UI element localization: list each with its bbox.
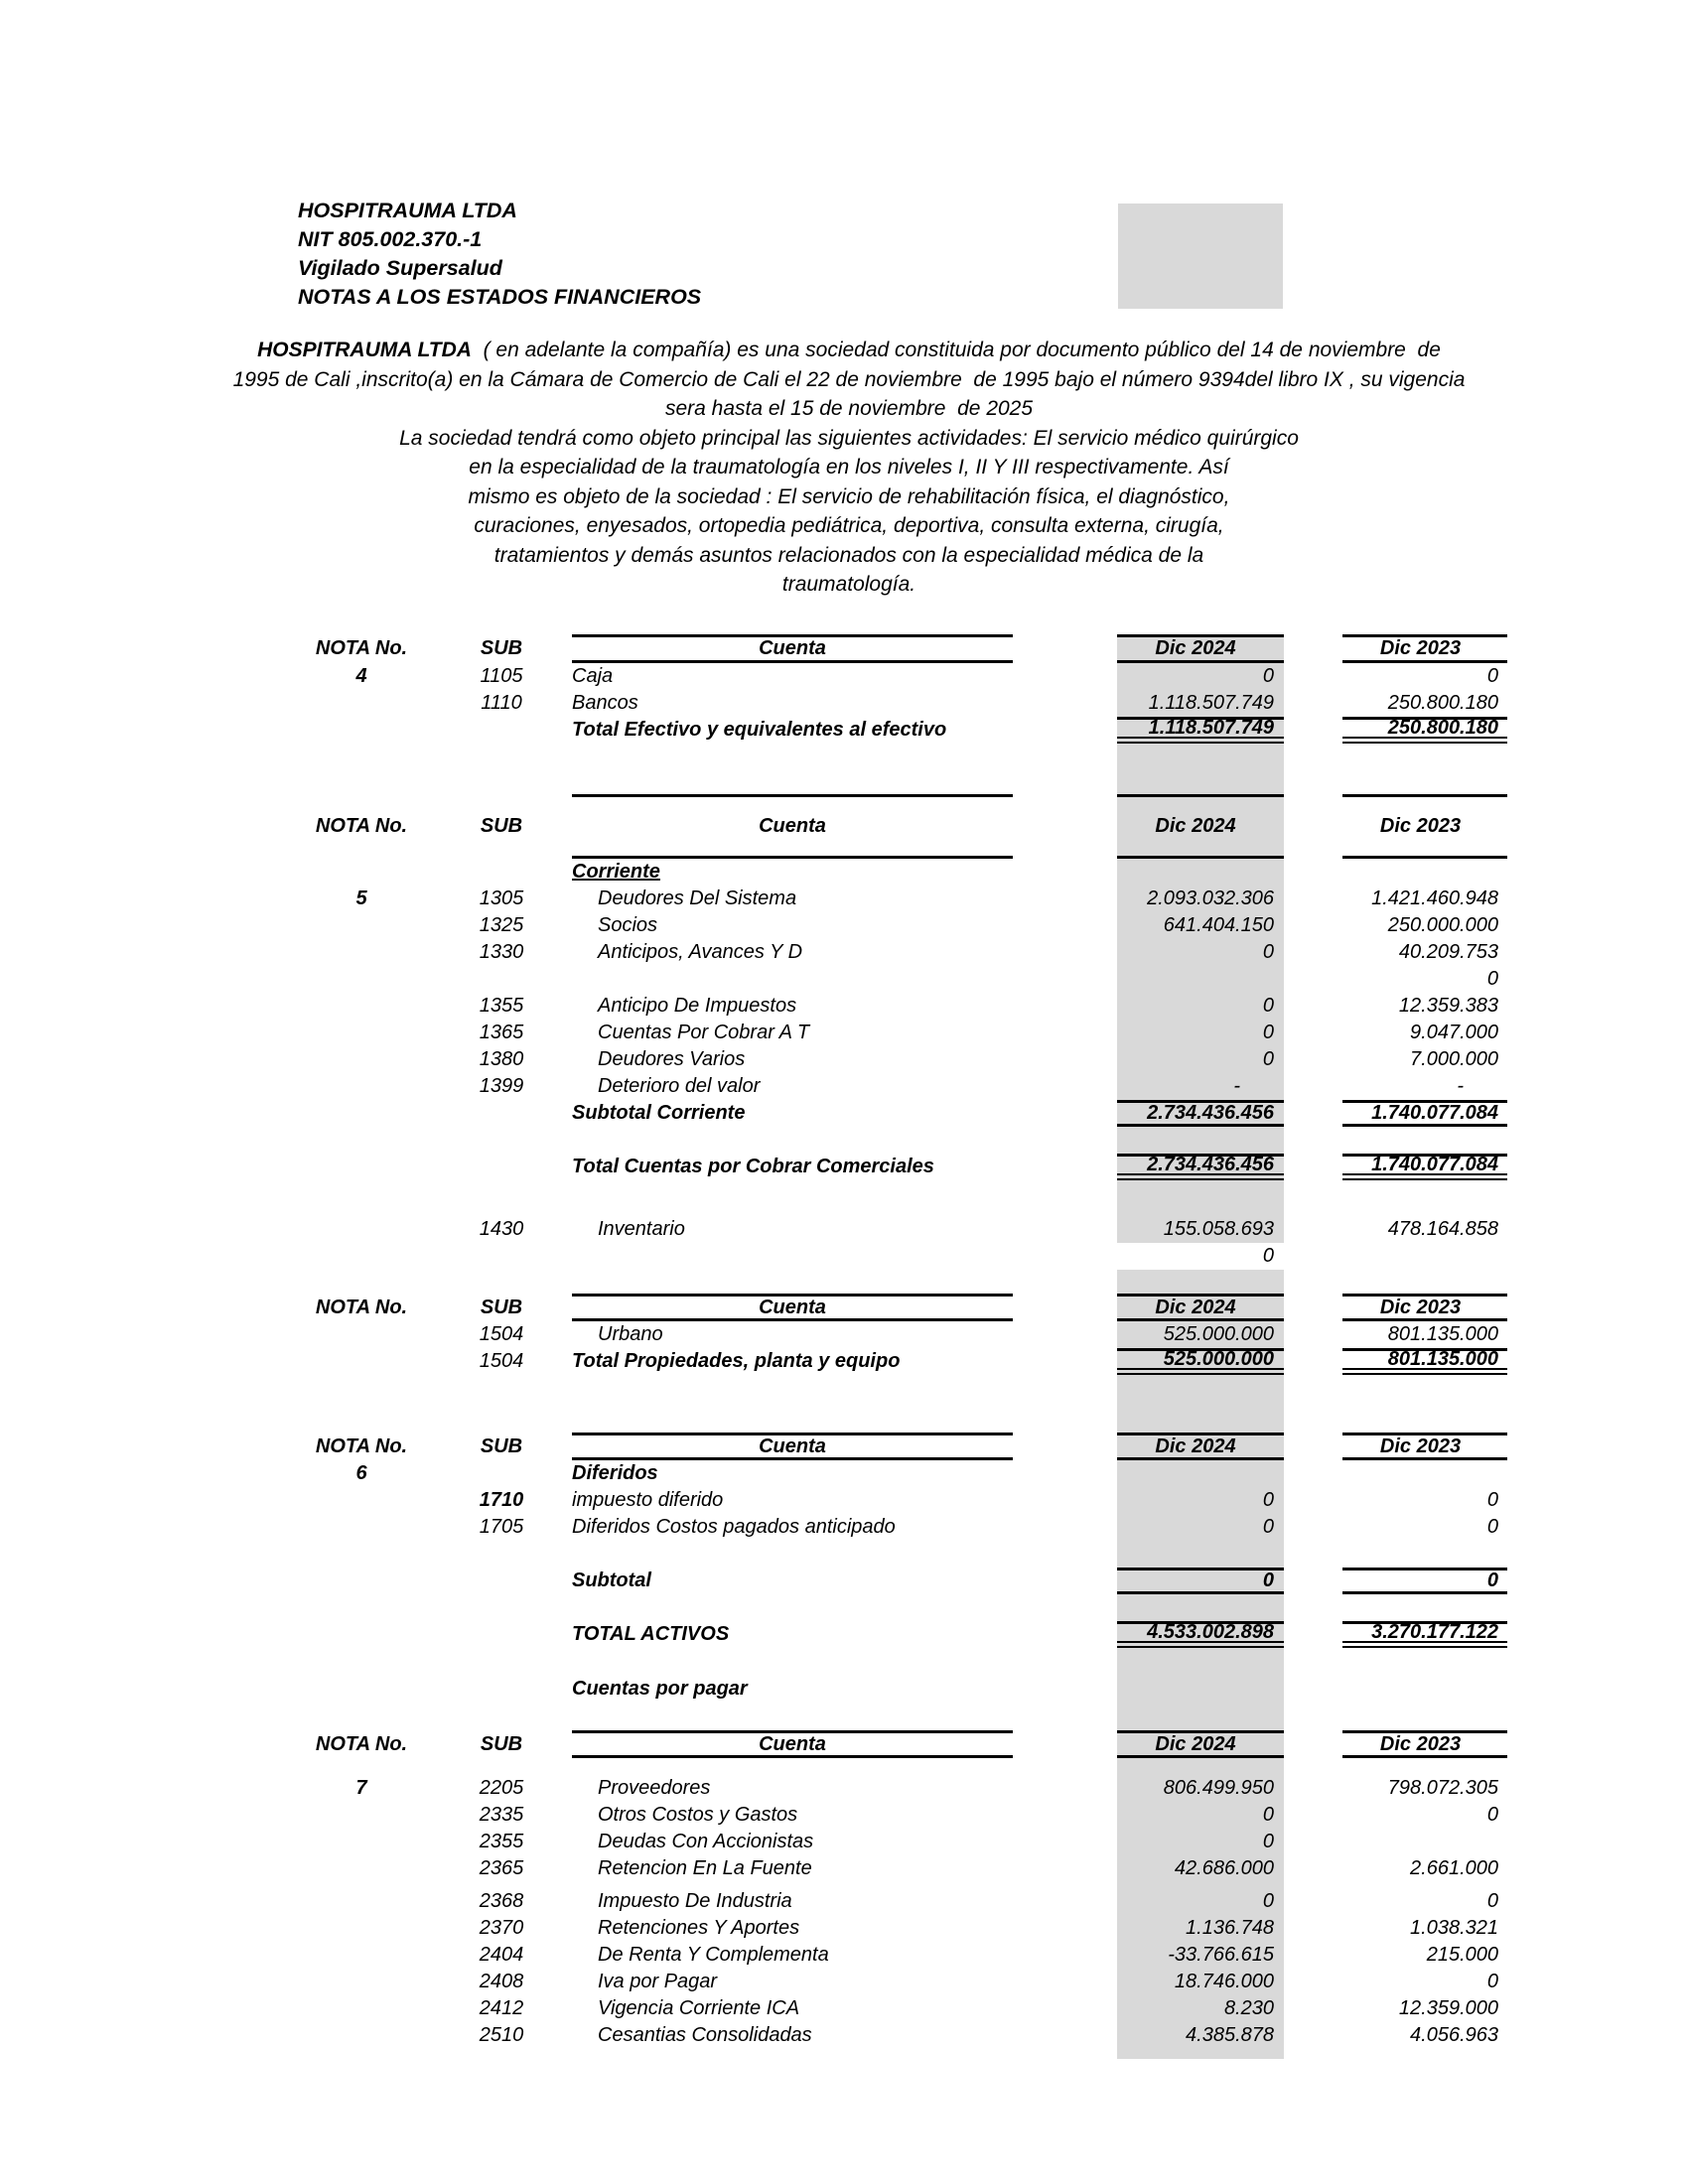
cell-cuenta: Diferidos Costos pagados anticipado	[572, 1516, 896, 1538]
cell-cuenta: De Renta Y Complementa	[598, 1944, 829, 1966]
table-row	[298, 1180, 1512, 1207]
cell-v24: 525.000.000	[1163, 1323, 1274, 1345]
cell-sub: 1504	[479, 1350, 524, 1372]
cell-cuenta: Cesantias Consolidadas	[598, 2024, 812, 2046]
cell-nota	[298, 1541, 425, 1568]
cell-v23	[1342, 1243, 1507, 1270]
cell-sub	[437, 1154, 566, 1180]
cell-v24: 4.385.878	[1186, 2024, 1274, 2046]
cell-nota: 5	[355, 887, 367, 909]
cell-nota	[298, 1594, 425, 1621]
cell-cuenta: Cuentas por pagar	[572, 1678, 748, 1700]
cell-sub: 1504	[479, 1323, 524, 1345]
table-row	[298, 939, 1512, 966]
company-nit: NIT 805.002.370.-1	[298, 227, 483, 251]
column-header-nota: NOTA No.	[315, 637, 408, 659]
table-section-propiedades	[298, 1294, 1512, 1375]
table-row	[298, 1487, 1512, 1514]
cell-v23: 4.056.963	[1410, 2024, 1498, 2046]
cell-cuenta	[572, 1541, 1013, 1568]
cell-v23: 12.359.383	[1398, 995, 1498, 1017]
cell-v24: 18.746.000	[1174, 1971, 1274, 1992]
intro-line-1	[99, 336, 1599, 365]
cell-sub	[437, 1243, 566, 1270]
cell-v23	[1342, 1594, 1507, 1621]
table-row	[298, 1243, 1512, 1270]
cell-v23: 0	[1486, 1890, 1498, 1912]
cell-v23: 250.000.000	[1387, 914, 1498, 936]
table-section-cxpLabel	[298, 1676, 1512, 1703]
cell-nota	[298, 1568, 425, 1594]
table-row	[298, 1321, 1512, 1348]
letterhead	[298, 197, 701, 312]
cell-v24	[1117, 1594, 1284, 1621]
cell-v23: 0	[1486, 968, 1498, 990]
table-row	[298, 859, 1512, 886]
cell-nota	[298, 1514, 425, 1541]
column-header-v24: Dic 2024	[1117, 1730, 1284, 1758]
intro-line-1-rest: ( en adelante la compañía) es una sociedad constituida por documento público del 14 de noviembre de	[471, 339, 1441, 361]
intro-bold-lead: HOSPITRAUMA LTDA	[257, 339, 472, 361]
column-header-cuenta: Cuenta	[572, 794, 1013, 859]
cell-nota	[298, 859, 425, 886]
cell-nota	[298, 1127, 425, 1154]
cell-v23: 0	[1486, 1971, 1498, 1992]
cell-v23: 2.661.000	[1410, 1857, 1498, 1879]
column-header-nota: NOTA No.	[315, 1732, 408, 1755]
cell-v23: 0	[1486, 665, 1498, 687]
cell-v24: 806.499.950	[1163, 1777, 1274, 1799]
table-row	[298, 1888, 1512, 1915]
column-header-v23: Dic 2023	[1342, 634, 1507, 663]
column-header-sub: SUB	[480, 1296, 523, 1318]
column-header-nota: NOTA No.	[315, 1434, 408, 1457]
table-row	[298, 1541, 1512, 1568]
cell-nota: 7	[355, 1777, 367, 1799]
column-header-v24: Dic 2024	[1117, 634, 1284, 663]
cell-nota	[298, 1487, 425, 1514]
cell-nota: 6	[355, 1462, 367, 1484]
table-section-efectivo	[298, 634, 1512, 744]
table-row	[298, 1802, 1512, 1829]
cell-sub: 1110	[481, 692, 522, 714]
cell-v24	[1117, 1541, 1284, 1568]
object-line-1: La sociedad tendrá como objeto principal las siguientes actividades: El servicio médico quirúrgico	[399, 426, 1299, 450]
cell-cuenta: impuesto diferido	[572, 1489, 724, 1511]
column-header-v23: Dic 2023	[1342, 1433, 1507, 1460]
cell-v23: 7.000.000	[1410, 1048, 1498, 1070]
cell-cuenta: Deudas Con Accionistas	[598, 1831, 814, 1852]
cell-cuenta	[572, 1243, 1013, 1270]
cell-v23: 250.800.180	[1387, 692, 1498, 714]
cell-cuenta	[572, 1127, 1013, 1154]
cell-v24	[1117, 1180, 1284, 1207]
table-row	[298, 912, 1512, 939]
cell-sub: 1330	[479, 941, 524, 963]
cell-cuenta	[572, 1180, 1013, 1207]
table-row	[298, 1775, 1512, 1802]
cell-nota	[298, 993, 425, 1020]
cell-nota	[298, 1073, 425, 1100]
cell-v23: -	[1457, 1075, 1464, 1097]
cell-sub	[437, 1100, 566, 1127]
cell-v23: 0	[1486, 1804, 1498, 1826]
cell-nota	[298, 1621, 425, 1648]
cell-sub	[437, 1594, 566, 1621]
cell-sub: 2412	[479, 1997, 524, 2019]
cell-cuenta: Subtotal	[572, 1570, 651, 1591]
cell-nota	[298, 912, 425, 939]
cell-v23: 801.135.000	[1342, 1348, 1507, 1375]
cell-sub: 1365	[479, 1022, 524, 1043]
cell-sub: 2335	[479, 1804, 524, 1826]
table-section-diferidos	[298, 1433, 1512, 1648]
document-title: NOTAS A LOS ESTADOS FINANCIEROS	[298, 285, 702, 309]
cell-cuenta: Corriente	[572, 861, 660, 883]
table-row	[298, 1216, 1512, 1243]
cell-nota	[298, 1180, 425, 1207]
object-line-4: curaciones, enyesados, ortopedia pediátrica, deportiva, consulta externa, cirugía,	[474, 514, 1224, 537]
cell-sub	[437, 859, 566, 886]
cell-v23: 0	[1486, 1516, 1498, 1538]
table-header-row	[298, 1294, 1512, 1321]
cell-sub: 1399	[479, 1075, 524, 1097]
table-row	[298, 1348, 1512, 1375]
cell-v24	[1117, 859, 1284, 886]
table-row	[298, 1127, 1512, 1154]
table-row	[298, 1942, 1512, 1969]
table-section-cxp	[298, 1730, 1512, 2049]
cell-nota	[298, 1942, 425, 1969]
cell-v23: 801.135.000	[1387, 1323, 1498, 1345]
cell-v23: 0	[1342, 1568, 1507, 1594]
cell-v24: 0	[1262, 1516, 1274, 1538]
cell-sub: 1430	[479, 1218, 524, 1240]
column-header-sub: SUB	[480, 1732, 523, 1755]
cell-v23: 0	[1486, 1489, 1498, 1511]
cell-nota	[298, 1829, 425, 1855]
table-row	[298, 1046, 1512, 1073]
cell-sub: 2404	[479, 1944, 524, 1966]
cell-v24: 1.118.507.749	[1148, 692, 1274, 714]
cell-sub	[437, 1568, 566, 1594]
table-row	[298, 717, 1512, 744]
cell-v24: 0	[1117, 1568, 1284, 1594]
cell-sub: 1305	[479, 887, 524, 909]
table-row	[298, 1568, 1512, 1594]
cell-cuenta: Socios	[598, 914, 658, 936]
cell-cuenta: Deterioro del valor	[598, 1075, 761, 1097]
object-line-5: tratamientos y demás asuntos relacionados con la especialidad médica de la	[493, 543, 1204, 567]
cell-sub: 2370	[479, 1917, 524, 1939]
cell-cuenta: Deudores Varios	[598, 1048, 746, 1070]
cell-nota	[298, 1348, 425, 1375]
table-header-row	[298, 1433, 1512, 1460]
cell-cuenta: Retenciones Y Aportes	[598, 1917, 800, 1939]
cell-sub: 2510	[479, 2024, 524, 2046]
cell-nota	[298, 2022, 425, 2049]
cell-nota	[298, 1321, 425, 1348]
object-line-3: mismo es objeto de la sociedad : El servicio de rehabilitación física, el diagnóstico,	[468, 484, 1230, 508]
cell-nota	[298, 1243, 425, 1270]
cell-cuenta: Retencion En La Fuente	[598, 1857, 812, 1879]
cell-sub: 2408	[479, 1971, 524, 1992]
cell-nota	[298, 1802, 425, 1829]
cell-v23: 3.270.177.122	[1342, 1621, 1507, 1648]
table-row	[298, 886, 1512, 912]
cell-v23	[1342, 859, 1507, 886]
cell-v24: -33.766.615	[1168, 1944, 1274, 1966]
cell-v24: 0	[1262, 1890, 1274, 1912]
cell-v23: 40.209.753	[1398, 941, 1498, 963]
cell-nota	[298, 1020, 425, 1046]
cell-cuenta	[572, 1594, 1013, 1621]
column-header-nota: NOTA No.	[315, 815, 408, 837]
intro-line-2: 1995 de Cali ,inscrito(a) en la Cámara de Comercio de Cali el 22 de noviembre de 1995 bajo el número 9394del libro IX , su vigencia	[232, 367, 1466, 391]
cell-v24: 42.686.000	[1174, 1857, 1274, 1879]
cell-cuenta: Anticipo De Impuestos	[598, 995, 797, 1017]
cell-v24	[1117, 1460, 1284, 1487]
object-line-6: traumatología.	[781, 573, 916, 596]
cell-v24: 2.734.436.456	[1117, 1100, 1284, 1127]
cell-v24: 0	[1262, 1048, 1274, 1070]
table-row	[298, 2022, 1512, 2049]
column-header-cuenta: Cuenta	[572, 1730, 1013, 1758]
column-header-v23: Dic 2023	[1342, 794, 1507, 859]
cell-nota	[298, 1888, 425, 1915]
cell-v23: 798.072.305	[1387, 1777, 1498, 1799]
table-row	[298, 663, 1512, 690]
cell-v24: 8.230	[1223, 1997, 1274, 2019]
cell-cuenta: Anticipos, Avances Y D	[598, 941, 803, 963]
column-header-v23: Dic 2023	[1342, 1730, 1507, 1758]
cell-v23: 12.359.000	[1398, 1997, 1498, 2019]
table-row	[298, 1514, 1512, 1541]
cell-sub	[437, 1621, 566, 1648]
cell-v24: 0	[1262, 941, 1274, 963]
cell-v24: 0	[1262, 1489, 1274, 1511]
cell-nota	[298, 1855, 425, 1882]
column-header-nota: NOTA No.	[315, 1296, 408, 1318]
table-header-row	[298, 634, 1512, 663]
cell-cuenta: Urbano	[598, 1323, 663, 1345]
object-line-2: en la especialidad de la traumatología en los niveles I, II Y III respectivamente. Así	[469, 456, 1229, 478]
table-row	[298, 1594, 1512, 1621]
cell-nota: 4	[355, 665, 367, 687]
cell-nota	[298, 966, 425, 993]
cell-cuenta: Total Cuentas por Cobrar Comerciales	[572, 1156, 934, 1177]
cell-cuenta: Vigencia Corriente ICA	[598, 1997, 800, 2019]
cell-nota	[298, 1046, 425, 1073]
cell-nota	[298, 1995, 425, 2022]
cell-v24: 641.404.150	[1163, 914, 1274, 936]
table-row	[298, 1100, 1512, 1127]
cell-sub: 1105	[480, 665, 523, 687]
cell-cuenta: Iva por Pagar	[598, 1971, 718, 1992]
cell-v24: -	[1233, 1075, 1240, 1097]
cell-sub: 2355	[479, 1831, 524, 1852]
column-header-v24: Dic 2024	[1117, 794, 1284, 859]
column-header-cuenta: Cuenta	[572, 1294, 1013, 1321]
cell-cuenta: Proveedores	[598, 1777, 711, 1799]
cell-nota	[298, 1969, 425, 1995]
cell-cuenta: Total Propiedades, planta y equipo	[572, 1350, 901, 1372]
table-row	[298, 1460, 1512, 1487]
cell-v24: 0	[1262, 995, 1274, 1017]
table-row	[298, 1676, 1512, 1703]
cell-nota	[298, 1216, 425, 1243]
cell-v24: 525.000.000	[1117, 1348, 1284, 1375]
table-row	[298, 690, 1512, 717]
cell-sub: 1710	[479, 1489, 524, 1511]
cell-v23	[1342, 1676, 1507, 1703]
column-header-v24: Dic 2024	[1117, 1294, 1284, 1321]
table-row	[298, 966, 1512, 993]
cell-cuenta: TOTAL ACTIVOS	[572, 1623, 730, 1645]
cell-sub	[437, 1541, 566, 1568]
cell-cuenta: Subtotal Corriente	[572, 1102, 746, 1124]
cell-v23: 1.740.077.084	[1342, 1154, 1507, 1180]
cell-sub: 1705	[479, 1516, 524, 1538]
cell-v23: 1.421.460.948	[1371, 887, 1498, 909]
table-section-cartera	[298, 794, 1512, 1270]
cell-cuenta: Impuesto De Industria	[598, 1890, 792, 1912]
cell-nota	[298, 1154, 425, 1180]
cell-sub: 2368	[479, 1890, 524, 1912]
column-header-sub: SUB	[480, 637, 523, 659]
cell-nota	[298, 1100, 425, 1127]
cell-cuenta: Cuentas Por Cobrar A T	[598, 1022, 810, 1043]
company-name: HOSPITRAUMA LTDA	[298, 199, 517, 222]
intro-line-3: sera hasta el 15 de noviembre de 2025	[664, 397, 1034, 420]
cell-sub	[437, 717, 566, 744]
cell-nota	[298, 939, 425, 966]
table-row	[298, 1969, 1512, 1995]
cell-sub: 2205	[479, 1777, 524, 1799]
cell-v24: 0	[1262, 665, 1274, 687]
cell-cuenta: Diferidos	[572, 1462, 658, 1484]
cell-sub: 1355	[479, 995, 524, 1017]
cell-cuenta: Deudores Del Sistema	[598, 887, 797, 909]
cell-v23: 215.000	[1426, 1944, 1498, 1966]
cell-v24: 4.533.002.898	[1117, 1621, 1284, 1648]
table-row	[298, 1915, 1512, 1942]
table-row	[298, 1855, 1512, 1882]
cell-v23	[1342, 1460, 1507, 1487]
cell-v23	[1342, 1541, 1507, 1568]
cell-v24	[1117, 966, 1284, 993]
cell-v24	[1117, 1676, 1284, 1703]
cell-v24	[1117, 1127, 1284, 1154]
cell-sub: 1325	[479, 914, 524, 936]
supervision-line: Vigilado Supersalud	[298, 256, 502, 280]
table-header-row	[298, 794, 1512, 859]
cell-cuenta	[572, 966, 1013, 993]
column-header-sub: SUB	[480, 1434, 523, 1457]
cell-nota	[298, 1676, 425, 1703]
cell-cuenta: Total Efectivo y equivalentes al efectivo	[572, 719, 947, 741]
table-row	[298, 1621, 1512, 1648]
cell-sub	[437, 966, 566, 993]
cell-v24: 0	[1262, 1245, 1274, 1267]
cell-v23: 9.047.000	[1410, 1022, 1498, 1043]
cell-v24: 2.734.436.456	[1117, 1154, 1284, 1180]
cell-sub: 2365	[479, 1857, 524, 1879]
cell-v23: 250.800.180	[1342, 717, 1507, 744]
cell-v24: 1.118.507.749	[1117, 717, 1284, 744]
cell-sub	[437, 1460, 566, 1487]
cell-v23: 1.740.077.084	[1342, 1100, 1507, 1127]
cell-cuenta: Inventario	[598, 1218, 685, 1240]
cell-v24: 2.093.032.306	[1147, 887, 1274, 909]
cell-sub	[437, 1127, 566, 1154]
cell-v23: 1.038.321	[1410, 1917, 1498, 1939]
cell-v24: 0	[1262, 1804, 1274, 1826]
column-header-cuenta: Cuenta	[572, 634, 1013, 663]
column-header-v24: Dic 2024	[1117, 1433, 1284, 1460]
table-row	[298, 1073, 1512, 1100]
cell-v23: 478.164.858	[1387, 1218, 1498, 1240]
cell-sub: 1380	[479, 1048, 524, 1070]
cell-v24: 1.136.748	[1186, 1917, 1274, 1939]
table-row	[298, 993, 1512, 1020]
cell-nota	[298, 690, 425, 717]
column-header-v23: Dic 2023	[1342, 1294, 1507, 1321]
logo-placeholder-box	[1118, 204, 1283, 309]
table-header-row	[298, 1730, 1512, 1758]
cell-cuenta: Caja	[572, 665, 614, 687]
cell-v24: 0	[1262, 1022, 1274, 1043]
cell-cuenta: Bancos	[572, 692, 638, 714]
cell-nota	[298, 717, 425, 744]
column-header-cuenta: Cuenta	[572, 1433, 1013, 1460]
table-row	[298, 1995, 1512, 2022]
cell-nota	[298, 1915, 425, 1942]
cell-sub	[437, 1180, 566, 1207]
cell-v23	[1342, 1180, 1507, 1207]
cell-v23	[1342, 1829, 1507, 1855]
cell-cuenta: Otros Costos y Gastos	[598, 1804, 798, 1826]
table-row	[298, 1020, 1512, 1046]
table-row	[298, 1829, 1512, 1855]
cell-v24: 0	[1262, 1831, 1274, 1852]
cell-v24: 155.058.693	[1163, 1218, 1274, 1240]
column-header-sub: SUB	[480, 815, 523, 837]
cell-v23	[1342, 1127, 1507, 1154]
table-row	[298, 1154, 1512, 1180]
cell-sub	[437, 1676, 566, 1703]
intro-paragraphs	[99, 336, 1599, 600]
